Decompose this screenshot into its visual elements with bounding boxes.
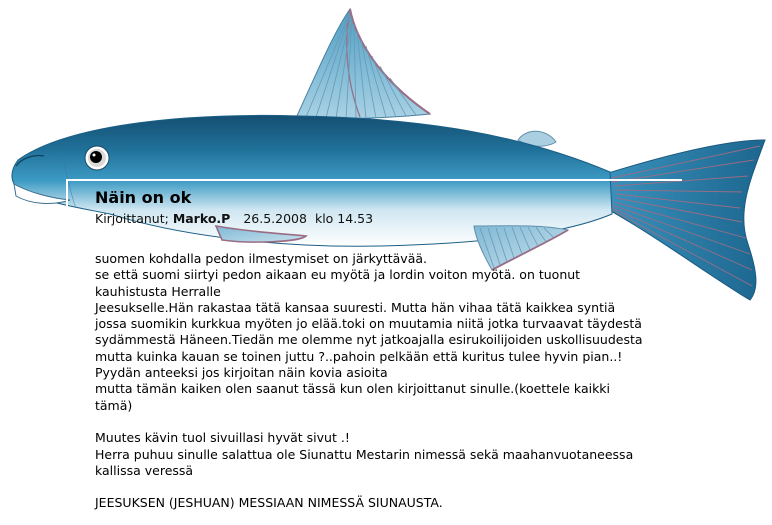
post-author: Marko.P	[172, 211, 231, 226]
post-title: Näin on ok	[95, 188, 192, 207]
post-meta	[95, 211, 373, 226]
body-line: JEESUKSEN (JESHUAN) MESSIAAN NIMESSÄ SIUNAUSTA.	[95, 495, 443, 511]
fish-eye	[85, 146, 109, 170]
blank-line	[95, 414, 695, 430]
body-line: Pyydän anteeksi jos kirjoitan näin kovia asioita	[95, 365, 388, 381]
body-line: Jeesukselle.Hän rakastaa tätä kansaa suuresti. Mutta hän vihaa tätä kaikkea syntiä	[95, 299, 616, 315]
post-body	[95, 251, 695, 512]
post-date: 26.5.2008	[243, 211, 307, 226]
body-line: kallissa veressä	[95, 462, 194, 478]
post-time: klo 14.53	[314, 211, 374, 226]
byline-label: Kirjoittanut;	[95, 211, 169, 226]
body-line: Muutes kävin tuol sivuillasi hyvät sivut .!	[95, 430, 350, 446]
body-line: kauhistusta Herralle	[95, 283, 221, 299]
header-divider	[66, 179, 682, 181]
header-divider-left	[66, 179, 68, 219]
body-line: se että suomi siirtyi pedon aikaan eu myötä ja lordin voiton myötä. on tuonut	[95, 267, 581, 283]
body-line: suomen kohdalla pedon ilmestymiset on järkyttävää.	[95, 251, 427, 266]
body-line: jossa suomikin kurkkua myöten jo elää.toki on muutamia niitä jotka turvaavat täydestä	[95, 316, 642, 332]
body-line: Herra puhuu sinulle salattua ole Siunattu Mestarin nimessä sekä maahanvuotaneessa	[95, 446, 634, 462]
blank-line	[95, 479, 695, 495]
body-line: mutta kuinka kauan se toinen juttu ?..pahoin pelkään että kuritus tulee hyvin pian..!	[95, 348, 623, 364]
body-line: tämä)	[95, 397, 133, 413]
dorsal-fin	[296, 9, 430, 119]
body-line: sydämmestä Häneen.Tiedän me olemme nyt jatkoajalla esirukoilijoiden uskollisuudesta	[95, 332, 643, 348]
body-line: mutta tämän kaiken olen saanut tässä kun olen kirjoittanut sinulle.(koettele kaikki	[95, 381, 611, 397]
